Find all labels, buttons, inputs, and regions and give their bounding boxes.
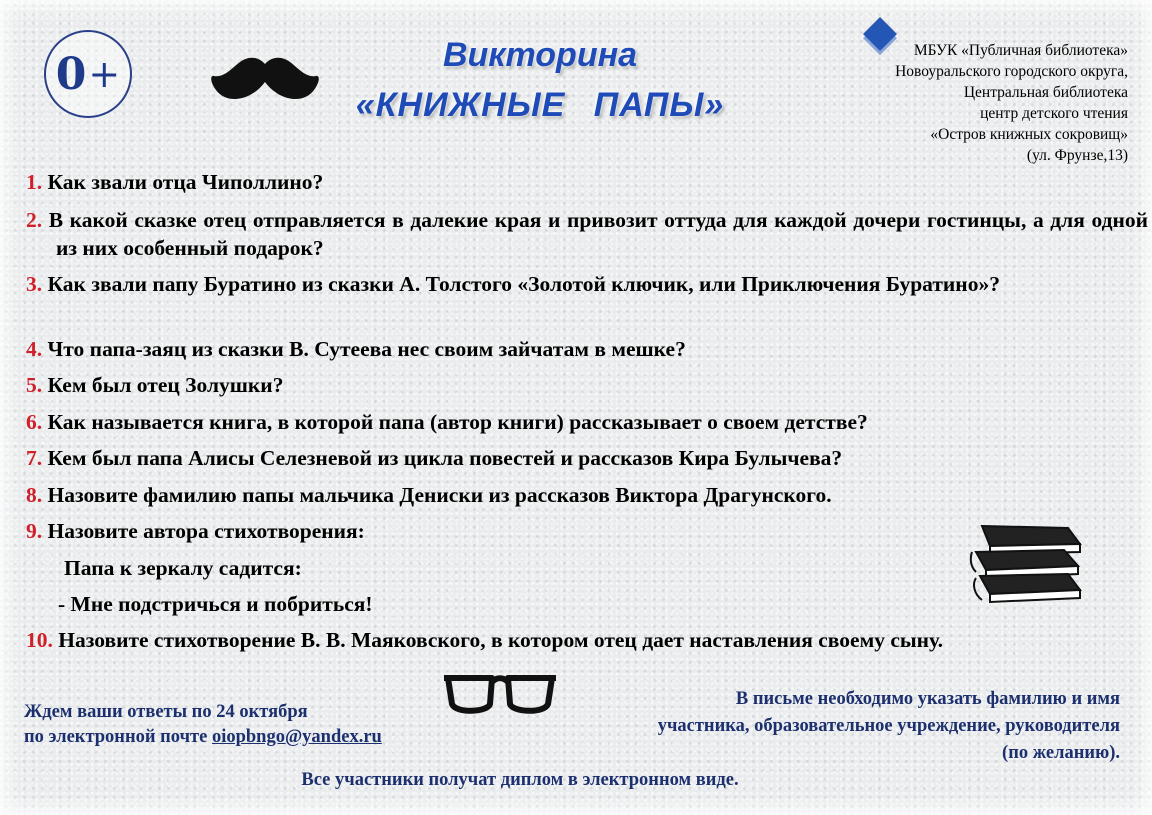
question-text: В какой сказке отец отправляется в далекие края и привозит оттуда для каждой дочери гостинцы, а для одной из них особенный подарок? (48, 208, 1148, 260)
age-rating-plus: + (88, 52, 121, 96)
question-number: 1. (26, 170, 43, 194)
quiz-subtitle: «КНИЖНЫЕ ПАПЫ» (355, 86, 725, 124)
poem-line: - Мне подстричься и побриться! (58, 592, 373, 616)
instructions-block (560, 686, 1120, 767)
books-icon (968, 522, 1088, 608)
question-text: Кем был папа Алисы Селезневой из цикла повестей и рассказов Кира Булычева? (47, 446, 843, 470)
email-line (24, 725, 382, 750)
instructions-line: участника, образовательное учреждение, руководителя (657, 716, 1120, 736)
question-item (26, 371, 1118, 399)
question-number: 6. (26, 410, 43, 434)
question-number: 2. (26, 208, 43, 232)
question-text: Как называется книга, в которой папа (автор книги) рассказывает о своем детстве? (47, 410, 868, 434)
org-line: (ул. Фрунзе,13) (1026, 147, 1128, 164)
instructions-line: В письме необходимо указать фамилию и имя (735, 689, 1120, 709)
diploma-note: Все участники получат диплом в электронном виде. (301, 770, 739, 790)
question-item (26, 626, 1118, 654)
question-item (26, 270, 1148, 298)
organization-info (798, 40, 1128, 166)
quiz-title: Викторина (442, 36, 638, 74)
question-item (26, 481, 1118, 509)
age-rating-badge (44, 30, 132, 118)
org-line: центр детского чтения (980, 105, 1128, 122)
question-number: 8. (26, 483, 43, 507)
question-number: 10. (26, 628, 53, 652)
question-number: 9. (26, 519, 43, 543)
question-number: 4. (26, 337, 43, 361)
question-text: Как звали отца Чиполлино? (47, 170, 324, 194)
glasses-icon (442, 668, 558, 720)
instructions-line: (по желанию). (1002, 743, 1120, 763)
deadline-text: Ждем ваши ответы по 24 октября (24, 702, 308, 722)
question-text: Как звали папу Буратино из сказки А. Толстого «Золотой ключик, или Приключения Буратино»? (47, 272, 1000, 296)
deadline-block (24, 700, 382, 750)
question-number: 5. (26, 373, 43, 397)
poem-line: Папа к зеркалу садится: (64, 556, 302, 580)
org-line: Новоуральского городского округа, (895, 63, 1128, 80)
question-text: Назовите автора стихотворения: (47, 519, 365, 543)
question-item (26, 444, 1118, 472)
question-text: Назовите стихотворение В. В. Маяковского, в котором отец дает наставления своему сыну. (58, 628, 944, 652)
age-rating-value: 0 (55, 48, 87, 100)
org-line: Центральная библиотека (963, 84, 1128, 101)
question-text: Что папа-заяц из сказки В. Сутеева нес своим зайчатам в мешке? (47, 337, 686, 361)
question-text: Назовите фамилию папы мальчика Дениски из рассказов Виктора Драгунского. (47, 483, 832, 507)
org-line: МБУК «Публичная библиотека» (913, 42, 1128, 59)
question-text: Кем был отец Золушки? (47, 373, 284, 397)
org-line: «Остров книжных сокровищ» (930, 126, 1128, 143)
question-number: 3. (26, 272, 43, 296)
mustache-icon (210, 52, 320, 107)
question-item (26, 517, 1118, 545)
question-item (26, 335, 1118, 363)
question-item (26, 206, 1148, 262)
email-link[interactable]: oiopbngo@yandex.ru (211, 727, 382, 747)
question-item (26, 408, 1118, 436)
question-number: 7. (26, 446, 43, 470)
question-item (26, 168, 1118, 196)
email-prefix: по электронной почте (24, 727, 212, 747)
